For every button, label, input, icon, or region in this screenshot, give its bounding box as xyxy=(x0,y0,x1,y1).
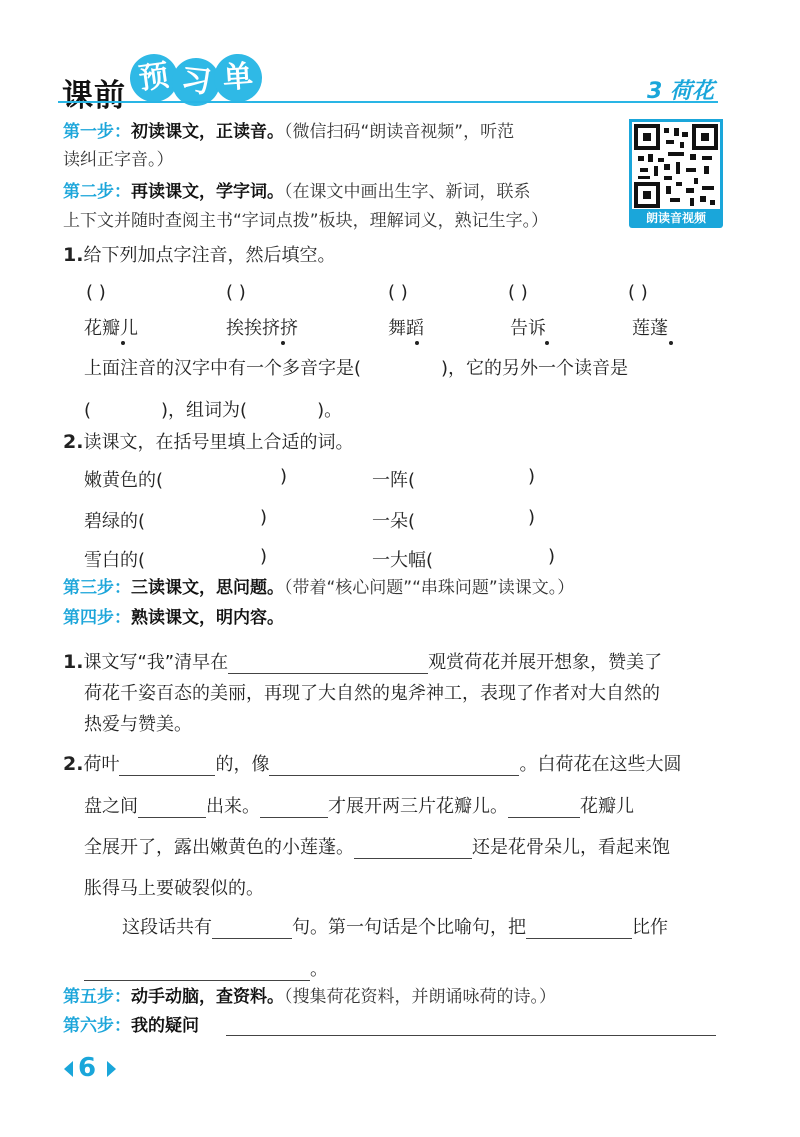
q2-number: 2. xyxy=(63,431,84,453)
q1-number: 1. xyxy=(63,244,84,266)
time-place-blank[interactable] xyxy=(228,653,428,674)
next-page-icon[interactable] xyxy=(107,1061,116,1077)
q4-2-number: 2. xyxy=(63,753,84,775)
q1-fill-line1 xyxy=(84,354,628,380)
q2-right-2-close[interactable]: ) xyxy=(528,507,536,528)
header-title: 课前 xyxy=(62,78,126,114)
q2-text: 读课文，在括号里填上合适的词。 xyxy=(83,432,354,453)
header-divider xyxy=(58,101,718,103)
step1-label: 第一步： xyxy=(63,122,131,142)
q4-2-line5 xyxy=(122,913,668,939)
prev-page-icon[interactable] xyxy=(64,1061,73,1077)
header-badge-1: 预 xyxy=(127,51,181,105)
step3-label: 第三步： xyxy=(63,578,131,598)
qr-caption: 朗读音视频 xyxy=(629,209,723,228)
step1-title: 初读课文，正读音。 xyxy=(131,122,284,142)
word-5: 莲蓬 xyxy=(632,318,668,339)
q4-2-text-i: 还是花骨朵儿，看起来饱 xyxy=(472,837,670,858)
leaf-blank-2[interactable] xyxy=(269,755,519,776)
q4-2-line3 xyxy=(84,833,670,859)
lotus-blank-4[interactable] xyxy=(354,838,472,859)
metaphor-subject-blank[interactable] xyxy=(526,918,632,939)
q1-fill-text-e: )。 xyxy=(317,400,343,421)
page-number: 6 xyxy=(78,1053,97,1083)
q4-2-text-e: 出来。 xyxy=(206,796,260,817)
q2-right-3: 一大幅( xyxy=(372,550,434,571)
step6-title: 我的疑问 xyxy=(131,1016,199,1036)
q4-2-text-h: 全展开了，露出嫩黄色的小莲蓬。 xyxy=(84,837,354,858)
q2-left-2-close[interactable]: ) xyxy=(260,507,268,528)
step5-label: 第五步： xyxy=(63,987,131,1007)
lotus-blank-3[interactable] xyxy=(508,797,580,818)
pinyin-blank-1[interactable]: ( ) xyxy=(86,282,106,303)
q4-1-number: 1. xyxy=(63,651,84,673)
q4-1-text-b: 观赏荷花并展开想象，赞美了 xyxy=(428,652,663,673)
header-badge-3: 单 xyxy=(212,52,263,103)
word-3: 舞蹈 xyxy=(388,318,424,339)
q1-text: 给下列加点字注音，然后填空。 xyxy=(83,245,336,266)
step2-note-cont: 上下文并随时查阅主书“字词点拨”板块，理解词义，熟记生字。） xyxy=(63,211,549,231)
q4-2-line1 xyxy=(63,750,681,776)
q1-fill-text-c: ( xyxy=(84,400,92,421)
qr-code[interactable] xyxy=(629,119,723,213)
q4-1-line2: 荷花千姿百态的美丽，再现了大自然的鬼斧神工，表现了作者对大自然的 xyxy=(84,683,660,704)
q2-right-1: 一阵( xyxy=(372,470,416,491)
q2-right-2: 一朵( xyxy=(372,511,416,532)
q2-left-1-close[interactable]: ) xyxy=(280,466,288,487)
step2-label: 第二步： xyxy=(63,182,131,202)
q1-fill-text-d: )，组词为( xyxy=(161,400,248,421)
q2-right-3-close[interactable]: ) xyxy=(548,546,556,567)
q4-2-line4: 胀得马上要破裂似的。 xyxy=(84,878,264,899)
leaf-blank-1[interactable] xyxy=(119,755,215,776)
step5-note: （搜集荷花资料，并朗诵咏荷的诗。） xyxy=(284,987,556,1007)
step2-line1 xyxy=(63,181,531,203)
header-badge-2: 习 xyxy=(170,56,223,109)
q4-2-text-a: 荷叶 xyxy=(83,754,120,775)
q4-2-line6 xyxy=(84,955,328,981)
step1-line1 xyxy=(63,121,514,143)
qr-code-icon xyxy=(632,122,720,210)
q4-2-text-g: 花瓣儿 xyxy=(580,796,634,817)
q4-2-text-l: 句。第一句话是个比喻句，把 xyxy=(292,917,526,938)
q4-2-text-n: 。 xyxy=(310,959,328,980)
q4-2-text-k: 这段话共有 xyxy=(122,917,212,938)
step4-title: 熟读课文，明内容。 xyxy=(131,608,284,628)
emphasis-dot xyxy=(545,341,549,345)
q4-1-line1 xyxy=(63,648,662,674)
q2-left-2: 碧绿的( xyxy=(84,511,146,532)
emphasis-dot xyxy=(415,341,419,345)
lotus-blank-1[interactable] xyxy=(138,797,206,818)
word-1: 花瓣儿 xyxy=(84,318,138,339)
pinyin-blank-2[interactable]: ( ) xyxy=(226,282,246,303)
q4-2-line2 xyxy=(84,792,634,818)
step1-note-cont: 读纠正字音。） xyxy=(63,150,174,170)
pinyin-blank-5[interactable]: ( ) xyxy=(628,282,648,303)
step3-note: （带着“核心问题”“串珠问题”读课文。） xyxy=(284,578,575,598)
step4-line xyxy=(63,607,284,629)
emphasis-dot xyxy=(281,341,285,345)
sentence-count-blank[interactable] xyxy=(212,918,292,939)
word-4: 告诉 xyxy=(510,318,546,339)
my-questions-line[interactable] xyxy=(226,1035,716,1036)
pinyin-blank-4[interactable]: ( ) xyxy=(508,282,528,303)
metaphor-object-blank[interactable] xyxy=(84,960,310,981)
emphasis-dot xyxy=(669,341,673,345)
step3-title: 三读课文，思问题。 xyxy=(131,578,284,598)
q4-2-text-f: 才展开两三片花瓣儿。 xyxy=(328,796,508,817)
q2-left-3-close[interactable]: ) xyxy=(260,546,268,567)
step6-label: 第六步： xyxy=(63,1016,131,1036)
step5-title: 动手动脑，查资料。 xyxy=(131,987,284,1007)
q2-prompt xyxy=(63,428,353,454)
q1-prompt xyxy=(63,241,335,267)
lesson-title: 3 荷花 xyxy=(647,79,714,104)
q2-left-3: 雪白的( xyxy=(84,550,146,571)
emphasis-dot xyxy=(121,341,125,345)
q2-left-1: 嫩黄色的( xyxy=(84,470,164,491)
q1-fill-line2 xyxy=(84,396,342,422)
q4-1-text-a: 课文写“我”清早在 xyxy=(83,652,229,673)
word-2: 挨挨挤挤 xyxy=(226,318,298,339)
q4-2-text-c: 。白荷花在这些大圆 xyxy=(519,754,682,775)
q4-2-text-b: 的，像 xyxy=(215,754,270,775)
step1-note: （微信扫码“朗读音视频”，听范 xyxy=(284,122,515,142)
step6-line xyxy=(63,1015,199,1037)
q4-2-text-d: 盘之间 xyxy=(84,796,138,817)
step2-note: （在课文中画出生字、新词，联系 xyxy=(284,182,531,202)
q1-fill-text-b: )，它的另外一个读音是 xyxy=(441,358,629,379)
q2-right-1-close[interactable]: ) xyxy=(528,466,536,487)
step3-line xyxy=(63,577,574,599)
q4-2-text-m: 比作 xyxy=(632,917,668,938)
q4-1-line3: 热爱与赞美。 xyxy=(84,714,192,735)
step2-title: 再读课文，学字词。 xyxy=(131,182,284,202)
lotus-blank-2[interactable] xyxy=(260,797,328,818)
pinyin-blank-3[interactable]: ( ) xyxy=(388,282,408,303)
step5-line xyxy=(63,986,556,1008)
q1-fill-text-a: 上面注音的汉字中有一个多音字是( xyxy=(84,358,362,379)
step4-label: 第四步： xyxy=(63,608,131,628)
